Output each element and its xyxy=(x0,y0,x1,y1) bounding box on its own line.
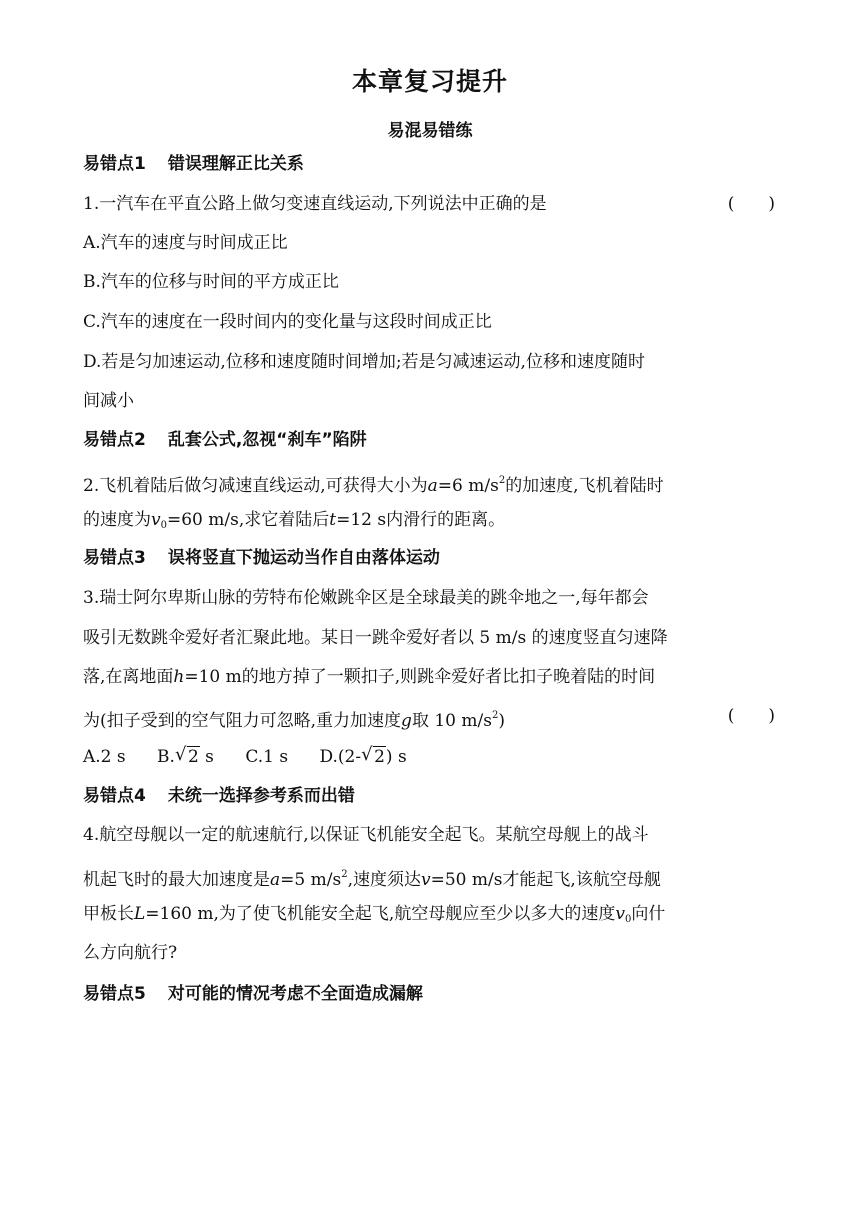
radicand: 2 xyxy=(187,747,199,767)
text: 机起飞时的最大加速度是 xyxy=(83,870,270,890)
subscript: 0 xyxy=(160,520,167,531)
text: ) xyxy=(498,711,505,731)
text: 为(扣子受到的空气阻力可忽略,重力加速度 xyxy=(83,711,402,731)
text: 取 10 m/s xyxy=(411,711,492,731)
question-4-line-2 xyxy=(83,863,775,892)
option-a: A.汽车的速度与时间成正比 xyxy=(83,233,288,253)
section-title: 错误理解正比关系 xyxy=(167,154,304,174)
question-3-line-3 xyxy=(83,665,775,689)
superscript: 2 xyxy=(498,475,506,486)
page-subtitle: 易混易错练 xyxy=(387,121,473,141)
variable: a xyxy=(270,870,281,890)
text: =6 m/s xyxy=(437,476,499,496)
text: 的加速度,飞机着陆时 xyxy=(505,476,664,496)
section-tag: 易错点2 xyxy=(83,430,146,450)
variable: t xyxy=(329,510,337,530)
square-root xyxy=(361,745,386,769)
radical-sign: √ xyxy=(174,744,187,765)
variable: v xyxy=(151,510,161,530)
answer-blank: ( ) xyxy=(727,706,775,726)
question-3-line-1: 3.瑞士阿尔卑斯山脉的劳特布伦嫩跳伞区是全球最美的跳伞地之一,每年都会 xyxy=(83,588,649,608)
question-3-options xyxy=(83,745,775,769)
text: 的速度为 xyxy=(83,510,151,530)
radical-sign: √ xyxy=(361,744,373,765)
answer-blank: ( ) xyxy=(727,194,775,214)
section-title: 误将竖直下抛运动当作自由落体运动 xyxy=(167,548,440,568)
radicand: 2 xyxy=(374,747,385,767)
question-text: 1.一汽车在平直公路上做匀变速直线运动,下列说法中正确的是 xyxy=(83,194,547,214)
section-tag: 易错点1 xyxy=(83,154,146,174)
text: =10 m的地方掉了一颗扣子,则跳伞爱好者比扣子晚着陆的时间 xyxy=(184,667,656,687)
text: =5 m/s xyxy=(280,870,342,890)
section-tag: 易错点4 xyxy=(83,786,146,806)
section-heading-1 xyxy=(83,152,775,176)
option-c: C.1 s xyxy=(245,747,289,767)
variable: a xyxy=(427,476,438,496)
text: 甲板长 xyxy=(83,904,134,924)
section-tag: 易错点3 xyxy=(83,548,146,568)
option-d-continued: 间减小 xyxy=(83,391,134,411)
section-heading-5 xyxy=(83,982,775,1006)
section-title: 乱套公式,忽视“刹车”陷阱 xyxy=(167,430,367,450)
question-3-line-2: 吸引无数跳伞爱好者汇聚此地。某日一跳伞爱好者以 5 m/s 的速度竖直匀速降 xyxy=(83,628,668,648)
option-d xyxy=(319,745,406,769)
text: =12 s内滑行的距离。 xyxy=(336,510,506,530)
variable: g xyxy=(401,711,412,731)
text: 落,在离地面 xyxy=(83,667,174,687)
text: D.(2- xyxy=(319,747,362,767)
question-4-line-4: 么方向航行? xyxy=(83,943,178,963)
section-heading-4 xyxy=(83,784,775,808)
section-title: 未统一选择参考系而出错 xyxy=(167,786,355,806)
option-d: D.若是匀加速运动,位移和速度随时间增加;若是匀减速运动,位移和速度随时 xyxy=(83,352,645,372)
text: 向什 xyxy=(631,904,666,924)
option-c: C.汽车的速度在一段时间内的变化量与这段时间成正比 xyxy=(83,312,492,332)
variable: v xyxy=(615,904,625,924)
option-a: A.2 s xyxy=(83,747,126,767)
question-4-line-3 xyxy=(83,902,775,932)
text: 2.飞机着陆后做匀减速直线运动,可获得大小为 xyxy=(83,476,428,496)
question-3-line-4 xyxy=(83,704,775,733)
section-title: 对可能的情况考虑不全面造成漏解 xyxy=(167,984,423,1004)
text: ,速度须达 xyxy=(347,870,421,890)
option-b xyxy=(157,745,214,769)
question-2-line-1 xyxy=(83,469,775,498)
text: =160 m,为了使飞机能安全起飞,航空母舰应至少以多大的速度 xyxy=(145,904,616,924)
text: =50 m/s才能起飞,该航空母舰 xyxy=(430,870,661,890)
section-tag: 易错点5 xyxy=(83,984,146,1004)
text: s xyxy=(199,747,214,767)
question-1-stem xyxy=(83,192,775,216)
variable: v xyxy=(420,870,431,890)
variable: L xyxy=(134,904,146,924)
superscript: 2 xyxy=(491,710,499,721)
section-heading-2 xyxy=(83,428,775,452)
text: B. xyxy=(157,747,175,767)
subscript: 0 xyxy=(624,914,632,925)
square-root xyxy=(175,745,200,769)
text: ) s xyxy=(385,747,407,767)
question-4-line-1: 4.航空母舰以一定的航速航行,以保证飞机能安全起飞。某航空母舰上的战斗 xyxy=(83,825,649,845)
question-2-line-2 xyxy=(83,508,775,538)
superscript: 2 xyxy=(341,869,348,880)
page-title: 本章复习提升 xyxy=(351,67,508,96)
text: =60 m/s,求它着陆后 xyxy=(166,510,330,530)
section-heading-3 xyxy=(83,546,775,570)
option-b: B.汽车的位移与时间的平方成正比 xyxy=(83,272,339,292)
variable: h xyxy=(173,667,185,687)
